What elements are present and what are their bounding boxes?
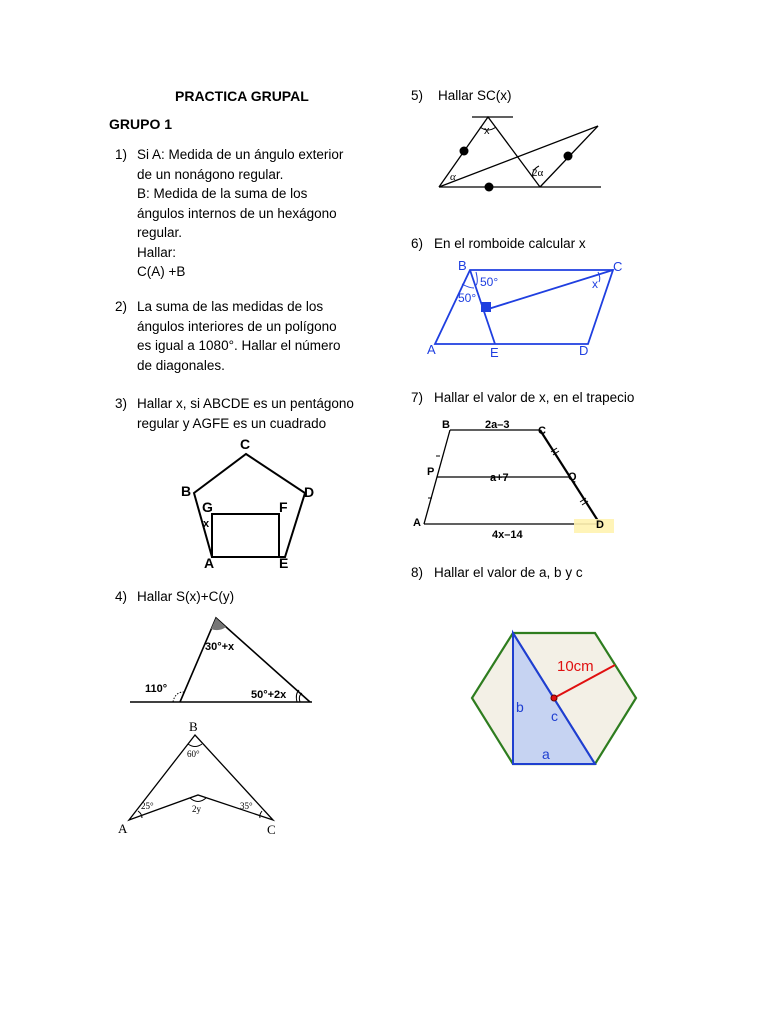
romboide-label-c: C — [613, 259, 623, 274]
problem-8-number: 8) — [411, 565, 424, 580]
hexagon-figure — [470, 630, 638, 768]
concave-label-c: C — [267, 822, 276, 837]
problem-1-line: regular. — [137, 225, 183, 240]
group-heading: GRUPO 1 — [109, 116, 173, 132]
problem-2-text — [137, 297, 361, 375]
romboide-label-x: x — [592, 277, 598, 291]
problem-2-number: 2) — [115, 299, 128, 314]
problem-5-text: Hallar SC(x) — [438, 88, 512, 103]
exterior-angle-triangle — [130, 612, 315, 707]
trapecio-label-b: B — [442, 419, 450, 431]
problem-7-number: 7) — [411, 390, 424, 405]
problem-1-line: de un nonágono regular. — [137, 166, 284, 182]
pentagon-label-e: E — [279, 555, 289, 571]
concave-angle-left: 25° — [141, 801, 154, 811]
romboide-label-b: B — [458, 258, 467, 273]
problem-3-number: 3) — [115, 396, 128, 411]
trapecio-label-a: A — [413, 517, 421, 529]
problem-2-line: es igual a 1080°. Hallar el número — [137, 338, 341, 353]
angle-label-top: 30°+x — [205, 641, 235, 653]
romboide-label-a: A — [427, 342, 436, 357]
trapecio-label-d: D — [596, 519, 604, 531]
problem-1-line: ángulos internos de un hexágono — [137, 205, 337, 221]
crossing-lines-figure — [436, 108, 606, 193]
angle-label-right: 50°+2x — [251, 689, 287, 701]
trapecio-label-mid: a+7 — [490, 472, 509, 484]
romboide-figure — [425, 258, 630, 360]
romboide-angle-1: 50° — [480, 275, 499, 289]
problem-8-text: Hallar el valor de a, b y c — [434, 565, 583, 580]
problem-7-text: Hallar el valor de x, en el trapecio — [434, 390, 635, 405]
trapecio-label-q: Q — [568, 471, 577, 483]
concave-angle-right: 35° — [240, 801, 253, 811]
problem-1-line: B: Medida de la suma de los — [137, 186, 308, 201]
problem-3-text — [137, 394, 363, 433]
problem-6-text: En el romboide calcular x — [434, 236, 586, 251]
concave-angle-top: 60° — [187, 749, 200, 759]
concave-angle-mid: 2y — [192, 804, 201, 814]
problem-6-number: 6) — [411, 236, 424, 251]
romboide-label-e: E — [490, 345, 499, 360]
problem-2-line: ángulos interiores de un polígono — [137, 318, 337, 334]
problem-1-number: 1) — [115, 147, 128, 162]
romboide-label-d: D — [579, 343, 589, 358]
pentagon-label-c: C — [240, 436, 251, 452]
concave-label-b: B — [189, 719, 198, 734]
problem-4-number: 4) — [115, 589, 128, 604]
trapecio-label-top: 2a–3 — [485, 419, 510, 431]
hexagon-label-b: b — [516, 699, 524, 715]
pentagon-label-x: x — [203, 518, 210, 530]
problem-4-text: Hallar S(x)+C(y) — [137, 589, 235, 604]
trapecio-figure — [410, 414, 620, 546]
trapecio-label-bottom: 4x–14 — [492, 529, 523, 541]
pentagon-label-d: D — [304, 484, 315, 500]
crossing-label-x: x — [484, 125, 490, 137]
romboide-angle-2: 50° — [458, 291, 477, 305]
hexagon-label-c: c — [551, 708, 558, 724]
problem-1-text — [137, 145, 362, 282]
pentagon-label-f: F — [279, 499, 288, 515]
problem-3-line: regular y AGFE es un cuadrado — [137, 415, 327, 431]
crossing-label-2alpha: 2α — [532, 167, 544, 179]
crossing-label-alpha: α — [450, 171, 456, 183]
problem-1-line: C(A) +B — [137, 264, 186, 279]
problem-1-line: Si A: Medida de un ángulo exterior — [137, 147, 344, 162]
pentagon-label-a: A — [204, 555, 215, 571]
problem-1-line: Hallar: — [137, 244, 177, 260]
pentagon-label-g: G — [202, 499, 213, 515]
problem-2-line: de diagonales. — [137, 357, 225, 373]
pentagon-figure — [170, 436, 330, 572]
pentagon-label-b: B — [181, 483, 192, 499]
problem-3-line: Hallar x, si ABCDE es un pentágono — [137, 396, 354, 411]
hexagon-label-radius: 10cm — [557, 658, 594, 675]
concave-figure — [116, 718, 286, 838]
trapecio-label-c: C — [538, 425, 546, 437]
problem-2-line: La suma de las medidas de los — [137, 299, 324, 314]
trapecio-label-p: P — [427, 466, 435, 478]
angle-label-110: 110° — [145, 683, 168, 695]
problem-5-number: 5) — [411, 88, 424, 103]
concave-label-a: A — [118, 821, 128, 836]
page-title: PRACTICA GRUPAL — [175, 88, 309, 104]
hexagon-label-a: a — [542, 746, 550, 762]
